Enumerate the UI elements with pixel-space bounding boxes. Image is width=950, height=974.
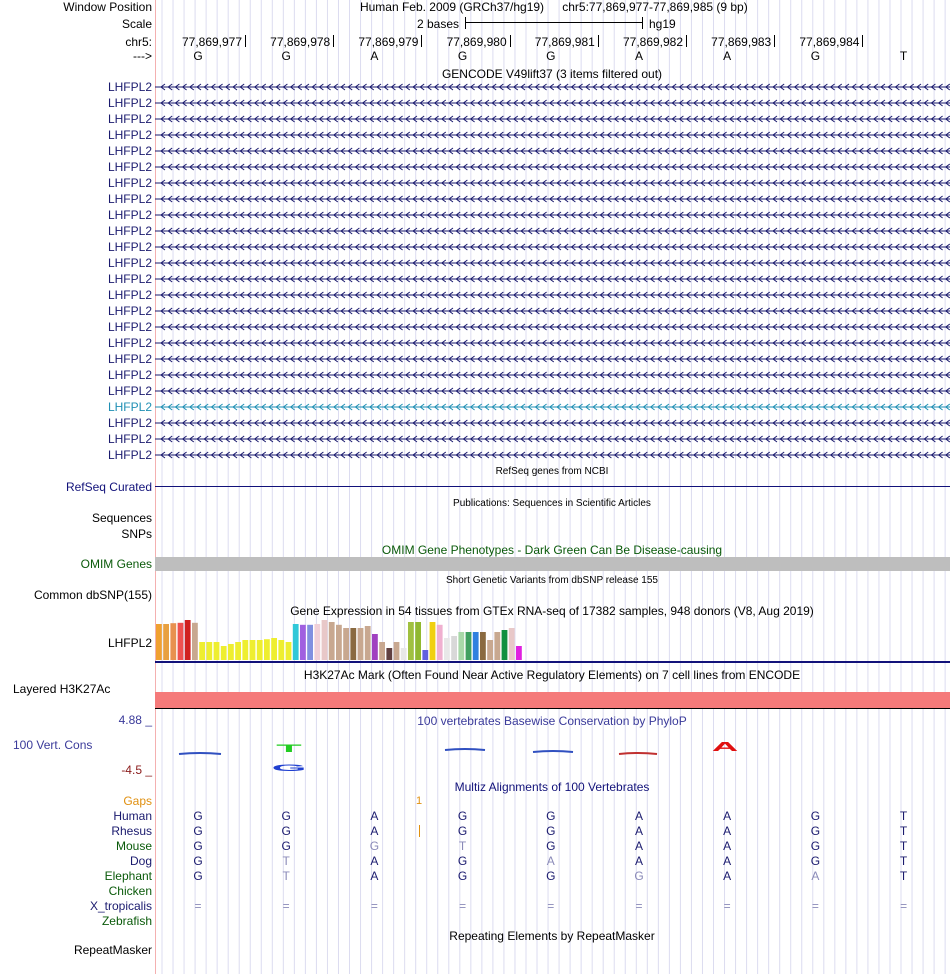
gtex-tissue-bar (264, 639, 270, 660)
aligned-base: = (459, 899, 467, 913)
gencode-transcript-label[interactable]: LHFPL2 (107, 224, 152, 238)
species-label[interactable]: Human (113, 809, 152, 823)
gencode-transcript-label[interactable]: LHFPL2 (107, 256, 152, 270)
gtex-tissue-bar (430, 622, 436, 660)
omim-genes-label[interactable]: OMIM Genes (80, 557, 152, 571)
position-tick-label: 77,869,981 (534, 35, 595, 49)
reference-base: A (370, 49, 379, 63)
gencode-transcript-label[interactable]: LHFPL2 (107, 304, 152, 318)
phylop-track-title: 100 vertebrates Basewise Conservation by PhyloP (417, 714, 687, 728)
reference-base: G (810, 49, 821, 63)
aligned-base: G (193, 854, 203, 868)
aligned-base: G (457, 824, 468, 838)
aligned-base: G (546, 824, 556, 838)
h3k27ac-track-title: H3K27Ac Mark (Often Found Near Active Regulatory Elements) on 7 cell lines from ENCODE (303, 668, 801, 682)
transcript-intron-line[interactable] (155, 370, 950, 380)
gtex-tissue-bar (343, 628, 349, 660)
aligned-base: = (194, 899, 202, 913)
refseq-track-title: RefSeq genes from NCBI (495, 466, 609, 477)
scale-bar (465, 17, 643, 29)
gencode-transcript-label[interactable]: LHFPL2 (107, 336, 152, 350)
gtex-tissue-bar (415, 622, 421, 660)
gencode-transcript-label[interactable]: LHFPL2 (107, 384, 152, 398)
aligned-base: A (723, 824, 732, 838)
gtex-tissue-bar (286, 642, 292, 660)
gtex-tissue-bar (480, 632, 486, 660)
gtex-tissue-bar (242, 640, 248, 660)
phylop-logo-mark (533, 751, 573, 752)
aligned-base: A (811, 869, 820, 883)
phylop-min-value: -4.5 _ (121, 763, 152, 777)
reference-base: G (546, 49, 556, 63)
position-tick-label: 77,869,983 (711, 35, 772, 49)
gencode-transcript-label[interactable]: LHFPL2 (107, 240, 152, 254)
species-label[interactable]: Dog (129, 854, 152, 868)
species-label[interactable]: Chicken (108, 884, 152, 898)
gencode-transcript-label[interactable]: LHFPL2 (107, 432, 152, 446)
aligned-base: G (457, 869, 468, 883)
aligned-base: G (457, 809, 468, 823)
gtex-tissue-bar (401, 648, 407, 660)
transcript-intron-line[interactable] (155, 162, 950, 172)
assembly-title: Human Feb. 2009 (GRCh37/hg19) (359, 0, 545, 14)
aligned-base: G (810, 809, 821, 823)
transcript-intron-line[interactable] (155, 338, 950, 348)
aligned-base: A (723, 869, 732, 883)
aligned-base: G (281, 824, 291, 838)
species-label[interactable]: Mouse (115, 839, 152, 853)
gtex-tissue-bar (379, 642, 385, 660)
gencode-transcript-label[interactable]: LHFPL2 (107, 208, 152, 222)
gtex-tissue-bar (293, 624, 299, 660)
gtex-tissue-bar (314, 624, 320, 660)
aligned-base: G (281, 839, 291, 853)
aligned-base: G (546, 809, 556, 823)
transcript-intron-line[interactable] (155, 242, 950, 252)
gtex-tissue-bar (437, 625, 443, 660)
reference-base: G (457, 49, 468, 63)
gencode-transcript-label[interactable]: LHFPL2 (107, 176, 152, 190)
aligned-base: G (546, 869, 556, 883)
refseq-curated-label[interactable]: RefSeq Curated (65, 480, 152, 494)
aligned-base: G (193, 809, 203, 823)
gtex-tissue-bar (451, 636, 457, 660)
transcript-intron-line[interactable] (155, 82, 950, 92)
gtex-tissue-bar (214, 642, 220, 660)
aligned-base: T (899, 869, 908, 883)
aligned-base: T (899, 854, 908, 868)
gtex-tissue-bar (444, 638, 450, 660)
scale-text: 2 bases (416, 17, 460, 31)
gtex-tissue-bar (250, 640, 256, 660)
gaps-value: 1 (415, 795, 423, 807)
transcript-intron-line[interactable] (155, 114, 950, 124)
common-dbsnp-label: Common dbSNP(155) (33, 588, 152, 602)
gtex-tissue-bar (466, 632, 472, 660)
aligned-base: = (370, 899, 378, 913)
track-labels-panel (0, 0, 155, 974)
gtex-tissue-bar (206, 642, 212, 660)
reference-base: G (281, 49, 291, 63)
transcript-intron-line[interactable] (155, 146, 950, 156)
aligned-base: = (282, 899, 290, 913)
phylop-logo-mark (619, 753, 657, 754)
phylop-logo (155, 738, 950, 778)
aligned-base: G (810, 854, 821, 868)
transcript-intron-line[interactable] (155, 418, 950, 428)
reference-base: A (634, 49, 644, 63)
position-tick-label: 77,869,978 (270, 35, 331, 49)
position-tick (245, 35, 246, 47)
transcript-intron-line[interactable] (155, 194, 950, 204)
gencode-transcript-label[interactable]: LHFPL2 (107, 144, 152, 158)
aligned-base: A (370, 809, 379, 823)
aligned-base: G (546, 839, 556, 853)
strand-label: ---> (133, 49, 152, 63)
reference-base: A (723, 49, 732, 63)
phylop-max-value: 4.88 _ (118, 713, 152, 727)
position-tick (774, 35, 775, 47)
gtex-tissue-bar (235, 642, 241, 660)
aligned-base: A (634, 824, 644, 838)
phylop-logo-letter-t: T (276, 742, 302, 755)
position-tick-label: 77,869,982 (622, 35, 684, 49)
aligned-base: = (811, 899, 819, 913)
gtex-tissue-bar (365, 626, 371, 660)
phylop-logo-mark (179, 753, 221, 754)
gtex-tissue-bar (358, 628, 364, 660)
aligned-base: T (899, 824, 908, 838)
gtex-tissue-bar (163, 624, 169, 660)
aligned-base: A (723, 809, 732, 823)
gtex-tissue-bar (372, 634, 378, 660)
species-label[interactable]: Rhesus (111, 824, 152, 838)
gencode-transcript-label[interactable]: LHFPL2 (107, 160, 152, 174)
track-display (155, 0, 950, 974)
gap-marker (419, 825, 420, 837)
gtex-tissue-bar (509, 628, 515, 660)
species-label[interactable]: X_tropicalis (89, 899, 152, 913)
chrom-label: chr5: (125, 35, 152, 49)
aligned-base: T (899, 809, 908, 823)
gtex-tissue-bar (178, 623, 184, 660)
gtex-tissue-bar (192, 623, 198, 660)
gencode-transcript-label[interactable]: LHFPL2 (107, 448, 152, 462)
position-tick-label: 77,869,977 (181, 35, 243, 49)
reference-base: T (899, 49, 908, 63)
transcript-intron-line[interactable] (155, 450, 950, 460)
gencode-transcript-label[interactable]: LHFPL2 (107, 192, 152, 206)
aligned-base: G (193, 824, 203, 838)
gtex-tissue-bar (473, 632, 479, 660)
gtex-tissue-bar (170, 623, 176, 660)
aligned-base: = (900, 899, 908, 913)
position-tick-label: 77,869,984 (799, 35, 860, 49)
aligned-base: G (457, 854, 468, 868)
aligned-base: G (369, 839, 380, 853)
gtex-tissue-bar (386, 648, 392, 660)
gtex-tissue-bar (185, 620, 191, 660)
gencode-transcript-label[interactable]: LHFPL2 (107, 352, 152, 366)
aligned-base: A (634, 839, 644, 853)
transcript-intron-line[interactable] (155, 98, 950, 108)
multiz-track-title: Multiz Alignments of 100 Vertebrates (454, 780, 650, 794)
dbsnp-track-title: Short Genetic Variants from dbSNP release 155 (446, 575, 658, 586)
aligned-base: G (281, 809, 291, 823)
gtex-tissue-bar (394, 642, 400, 660)
position-range: chr5:77,869,977-77,869,985 (9 bp) (562, 0, 748, 14)
aligned-base: G (634, 869, 644, 883)
aligned-base: G (193, 839, 203, 853)
gencode-transcript-label[interactable]: LHFPL2 (107, 416, 152, 430)
publications-track-title: Publications: Sequences in Scientific Articles (453, 498, 651, 509)
aligned-base: A (723, 854, 732, 868)
window-position-label: Window Position (63, 0, 152, 14)
gtex-tissue-bar (329, 622, 335, 660)
transcript-intron-line[interactable] (155, 434, 950, 444)
gtex-tissue-bar (494, 632, 500, 660)
position-tick (598, 35, 599, 47)
gtex-tissue-bar (502, 630, 508, 660)
transcript-intron-line[interactable] (155, 306, 950, 316)
gtex-tissue-bar (487, 640, 493, 660)
refseq-gene-line[interactable] (155, 486, 950, 487)
gtex-tissue-bar (156, 624, 162, 660)
gtex-tissue-bar (458, 632, 464, 660)
position-tick (686, 35, 687, 47)
aligned-base: A (370, 854, 379, 868)
gtex-tissue-bar (422, 650, 428, 660)
gtex-tissue-bar (228, 644, 234, 660)
transcript-intron-line[interactable] (155, 178, 950, 188)
aligned-base: = (635, 899, 643, 913)
repeatmasker-track-title: Repeating Elements by RepeatMasker (449, 929, 655, 943)
gtex-tissue-bar (307, 625, 313, 660)
transcript-intron-line[interactable] (155, 130, 950, 140)
snps-label: SNPs (121, 527, 152, 541)
phylop-track-label[interactable]: 100 Vert. Cons (13, 738, 93, 752)
aligned-base: T (282, 854, 290, 868)
position-tick (333, 35, 334, 47)
aligned-base: G (810, 824, 821, 838)
gtex-tissue-bar (336, 625, 342, 660)
transcript-intron-line[interactable] (155, 258, 950, 268)
reference-base: G (193, 49, 203, 63)
gencode-transcript-label[interactable]: LHFPL2 (107, 96, 152, 110)
gtex-tissue-bar (516, 646, 522, 660)
gtex-tissue-bar (278, 640, 284, 660)
aligned-base: A (634, 854, 644, 868)
gtex-bar-chart[interactable] (155, 615, 950, 665)
gtex-tissue-bar (199, 642, 205, 660)
aligned-base: T (458, 839, 467, 853)
transcript-intron-line[interactable] (155, 274, 950, 284)
species-label[interactable]: Elephant (104, 869, 152, 883)
aligned-base: = (723, 899, 731, 913)
aligned-base: G (810, 839, 821, 853)
aligned-base: T (899, 839, 908, 853)
position-tick (421, 35, 422, 47)
gtex-tissue-bar (221, 646, 227, 660)
aligned-base: A (370, 824, 379, 838)
gtex-track-title: Gene Expression in 54 tissues from GTEx RNA-seq of 17382 samples, 948 donors (V8, Aug 2019) (290, 604, 814, 618)
gtex-gene-label[interactable]: LHFPL2 (107, 636, 152, 650)
gtex-tissue-bar (257, 640, 263, 660)
aligned-base: A (634, 809, 644, 823)
gencode-transcript-label[interactable]: LHFPL2 (107, 320, 152, 334)
aligned-base: A (723, 839, 732, 853)
transcript-intron-line[interactable] (155, 226, 950, 236)
gencode-transcript-label[interactable]: LHFPL2 (107, 272, 152, 286)
sequences-label: Sequences (91, 511, 152, 525)
transcript-intron-line[interactable] (155, 402, 950, 412)
gtex-tissue-bar (408, 622, 414, 660)
gtex-tissue-bar (350, 628, 356, 660)
gencode-transcript-label[interactable]: LHFPL2 (107, 368, 152, 382)
gencode-transcript-label[interactable]: LHFPL2 (107, 112, 152, 126)
gencode-transcript-label[interactable]: LHFPL2 (107, 288, 152, 302)
gtex-tissue-bar (271, 638, 277, 660)
aligned-base: T (282, 869, 290, 883)
layered-h3k27ac-label[interactable]: Layered H3K27Ac (13, 682, 111, 696)
transcript-intron-line[interactable] (155, 322, 950, 332)
species-label[interactable]: Zebrafish (101, 914, 152, 928)
transcript-intron-line[interactable] (155, 210, 950, 220)
gtex-tissue-bar (300, 625, 306, 660)
gaps-label: Gaps (123, 794, 152, 808)
aligned-base: = (547, 899, 555, 913)
gencode-transcript-label[interactable]: LHFPL2 (107, 400, 152, 414)
omim-track-title: OMIM Gene Phenotypes - Dark Green Can Be Disease-causing (381, 543, 723, 557)
aligned-base: A (370, 869, 379, 883)
phylop-logo-letter-a: A (711, 739, 739, 754)
gencode-transcript-label[interactable]: LHFPL2 (107, 80, 152, 94)
position-tick (862, 35, 863, 47)
phylop-logo-letter-g: G (271, 763, 307, 773)
gencode-transcript-label[interactable]: LHFPL2 (107, 128, 152, 142)
omim-gene-bar[interactable] (155, 557, 950, 571)
position-tick-label: 77,869,980 (446, 35, 507, 49)
gencode-track-title: GENCODE V49lift37 (3 items filtered out) (441, 67, 663, 81)
phylop-logo-mark (445, 749, 485, 750)
transcript-intron-line[interactable] (155, 290, 950, 300)
h3k27ac-signal-bar[interactable] (155, 692, 950, 709)
transcript-intron-line[interactable] (155, 354, 950, 364)
position-tick-label: 77,869,979 (358, 35, 419, 49)
aligned-base: A (546, 854, 555, 868)
transcript-intron-line[interactable] (155, 386, 950, 396)
repeatmasker-label[interactable]: RepeatMasker (73, 943, 152, 957)
scale-bar-line (466, 22, 642, 23)
gtex-tissue-bar (322, 620, 328, 660)
scale-db: hg19 (649, 17, 676, 31)
scale-label: Scale (121, 17, 152, 31)
aligned-base: G (193, 869, 203, 883)
position-tick (510, 35, 511, 47)
